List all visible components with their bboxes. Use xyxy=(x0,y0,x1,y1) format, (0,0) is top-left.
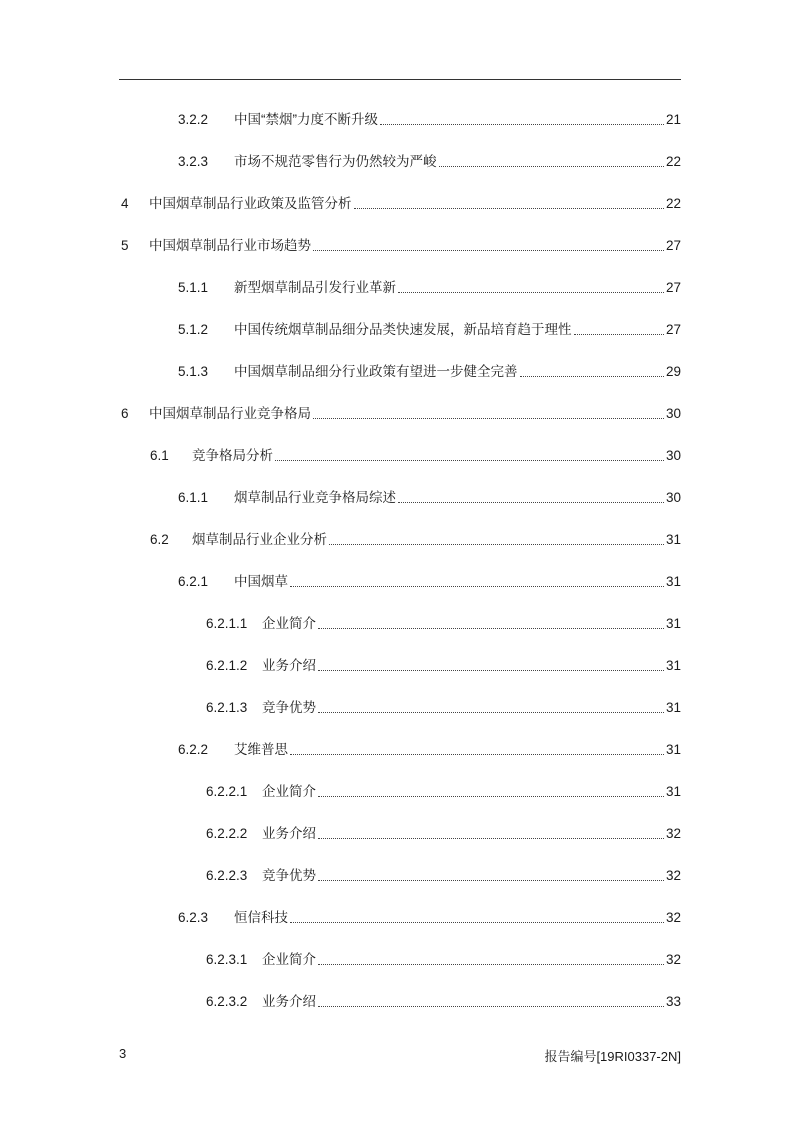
toc-title: 艾维普思 xyxy=(234,742,288,757)
toc-leader xyxy=(439,166,664,167)
toc-number: 6.1 xyxy=(150,448,169,463)
toc-number: 6.2.2.2 xyxy=(206,826,248,841)
toc-title: 竞争优势 xyxy=(262,700,316,715)
toc-page-number: 31 xyxy=(665,742,681,757)
toc-leader xyxy=(318,1006,664,1007)
toc-page-number: 31 xyxy=(665,658,681,673)
toc-entry[interactable] xyxy=(178,487,681,507)
toc-leader xyxy=(313,418,664,419)
toc-leader xyxy=(329,544,664,545)
toc-leader xyxy=(398,502,664,503)
toc-page-number: 31 xyxy=(665,574,681,589)
header-rule xyxy=(119,79,681,80)
toc-leader xyxy=(318,880,664,881)
toc-number: 6.1.1 xyxy=(178,490,209,505)
toc-number: 3.2.3 xyxy=(178,154,209,169)
toc-leader xyxy=(318,964,664,965)
toc-title: 竞争优势 xyxy=(262,868,316,883)
toc-entry[interactable] xyxy=(206,613,681,633)
toc-number: 6.2.1 xyxy=(178,574,209,589)
toc-title: 市场不规范零售行为仍然较为严峻 xyxy=(234,154,437,169)
toc-title: 业务介绍 xyxy=(262,658,316,673)
toc-number: 6.2.3.1 xyxy=(206,952,248,967)
toc-page-number: 30 xyxy=(665,406,681,421)
toc-leader xyxy=(574,334,664,335)
toc-entry[interactable] xyxy=(206,823,681,843)
toc-number: 6.2.1.3 xyxy=(206,700,248,715)
toc-page-number: 22 xyxy=(665,196,681,211)
toc-entry[interactable] xyxy=(178,571,681,591)
toc-leader xyxy=(275,460,664,461)
toc-title: 业务介绍 xyxy=(262,826,316,841)
toc-title: 竞争格局分析 xyxy=(192,448,273,463)
toc-page-number: 30 xyxy=(665,490,681,505)
toc-number: 6.2.1.2 xyxy=(206,658,248,673)
toc-title: 企业简介 xyxy=(262,616,316,631)
toc-page-number: 31 xyxy=(665,784,681,799)
toc-entry[interactable] xyxy=(178,319,681,339)
toc-leader xyxy=(520,376,664,377)
toc-entry[interactable] xyxy=(150,529,681,549)
toc-title: 中国烟草制品细分行业政策有望进一步健全完善 xyxy=(234,364,518,379)
footer-page-number: 3 xyxy=(119,1046,127,1061)
toc-leader xyxy=(318,628,664,629)
toc-number: 3.2.2 xyxy=(178,112,209,127)
toc-title: 新型烟草制品引发行业革新 xyxy=(234,280,396,295)
toc-page-number: 32 xyxy=(665,826,681,841)
toc-number: 6 xyxy=(121,406,129,421)
toc-title: 业务介绍 xyxy=(262,994,316,1009)
toc-title: 中国烟草制品行业市场趋势 xyxy=(149,238,311,253)
toc-page-number: 31 xyxy=(665,700,681,715)
toc-title: 烟草制品行业竞争格局综述 xyxy=(234,490,396,505)
toc-entry[interactable] xyxy=(178,907,681,927)
toc-page-number: 27 xyxy=(665,280,681,295)
toc-entry[interactable] xyxy=(206,865,681,885)
toc-entry[interactable] xyxy=(121,193,681,213)
toc-leader xyxy=(313,250,664,251)
toc-leader xyxy=(354,208,664,209)
toc-page-number: 29 xyxy=(665,364,681,379)
toc-entry[interactable] xyxy=(121,235,681,255)
toc-title: 恒信科技 xyxy=(234,910,288,925)
toc-number: 6.2.2.1 xyxy=(206,784,248,799)
toc-leader xyxy=(290,754,664,755)
toc-entry[interactable] xyxy=(206,697,681,717)
toc-page-number: 32 xyxy=(665,910,681,925)
toc-entry[interactable] xyxy=(178,739,681,759)
toc-number: 5.1.2 xyxy=(178,322,209,337)
toc-entry[interactable] xyxy=(178,277,681,297)
toc-entry[interactable] xyxy=(178,151,681,171)
toc-title: 中国烟草制品行业政策及监管分析 xyxy=(149,196,352,211)
toc-leader xyxy=(318,670,664,671)
toc-entry[interactable] xyxy=(206,991,681,1011)
toc-number: 5 xyxy=(121,238,129,253)
toc-leader xyxy=(398,292,664,293)
toc-title: 企业简介 xyxy=(262,784,316,799)
toc-leader xyxy=(380,124,664,125)
toc-number: 6.2.2 xyxy=(178,742,209,757)
toc-entry[interactable] xyxy=(206,781,681,801)
toc-leader xyxy=(318,838,664,839)
toc-title: 中国“禁烟”力度不断升级 xyxy=(234,112,378,127)
toc-number: 6.2.3.2 xyxy=(206,994,248,1009)
toc-entry[interactable] xyxy=(150,445,681,465)
toc-title: 烟草制品行业企业分析 xyxy=(192,532,327,547)
toc-title: 中国传统烟草制品细分品类快速发展，新品培育趋于理性 xyxy=(234,322,572,337)
toc-number: 6.2.1.1 xyxy=(206,616,248,631)
toc-page-number: 31 xyxy=(665,532,681,547)
toc-page-number: 32 xyxy=(665,868,681,883)
toc-page-number: 27 xyxy=(665,322,681,337)
toc-leader xyxy=(318,712,664,713)
toc-leader xyxy=(318,796,664,797)
toc-page-number: 32 xyxy=(665,952,681,967)
toc-title: 中国烟草制品行业竞争格局 xyxy=(149,406,311,421)
toc-page-number: 31 xyxy=(665,616,681,631)
toc-number: 5.1.3 xyxy=(178,364,209,379)
toc-page-number: 27 xyxy=(665,238,681,253)
toc-title: 中国烟草 xyxy=(234,574,288,589)
toc-number: 6.2.3 xyxy=(178,910,209,925)
toc-entry[interactable] xyxy=(206,949,681,969)
toc-entry[interactable] xyxy=(121,403,681,423)
toc-leader xyxy=(290,586,664,587)
toc-entry[interactable] xyxy=(178,361,681,381)
toc-entry[interactable] xyxy=(206,655,681,675)
toc-page-number: 22 xyxy=(665,154,681,169)
toc-page-number: 30 xyxy=(665,448,681,463)
toc-number: 4 xyxy=(121,196,129,211)
toc-page-number: 33 xyxy=(665,994,681,1009)
toc-page-number: 21 xyxy=(665,112,681,127)
footer-report-code: 报告编号[19RI0337-2N] xyxy=(544,1049,681,1064)
toc-number: 6.2 xyxy=(150,532,169,547)
toc-title: 企业简介 xyxy=(262,952,316,967)
toc-entry[interactable] xyxy=(178,109,681,129)
toc-leader xyxy=(290,922,664,923)
toc-number: 5.1.1 xyxy=(178,280,209,295)
toc-number: 6.2.2.3 xyxy=(206,868,248,883)
page-footer xyxy=(119,1046,681,1066)
